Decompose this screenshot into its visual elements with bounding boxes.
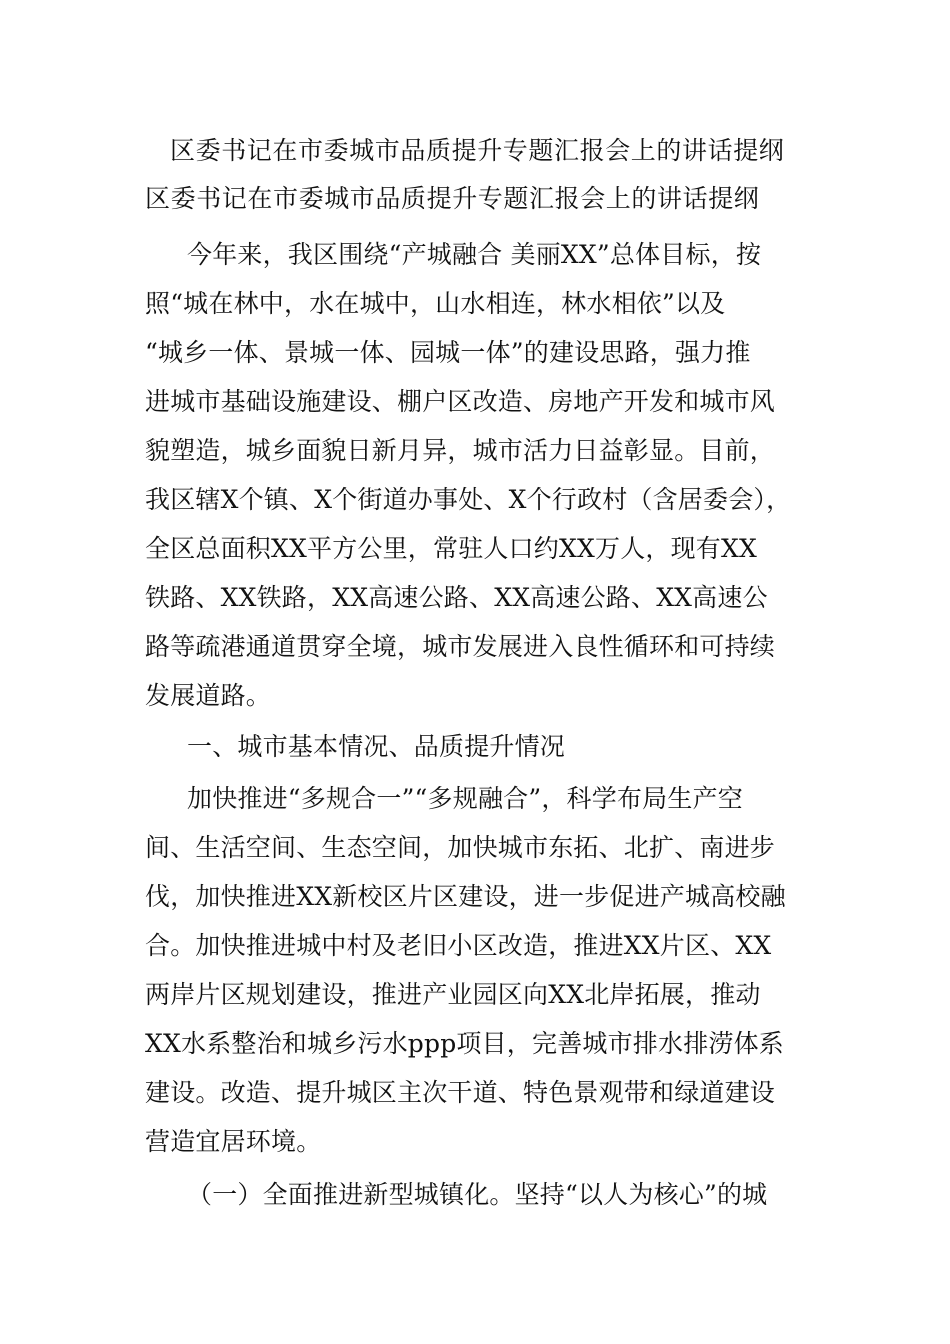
document-subtitle: 区委书记在市委城市品质提升专题汇报会上的讲话提纲 — [145, 184, 760, 213]
paragraph-2-line-4: 合。加快推进城中村及老旧小区改造，推进XX片区、XX — [145, 931, 772, 960]
paragraph-2-line-3: 伐，加快推进XX新校区片区建设，进一步促进产城高校融 — [145, 882, 786, 911]
paragraph-1-line-6: 我区辖X个镇、X个街道办事处、X个行政村（含居委会）， — [145, 485, 792, 514]
paragraph-1-line-2: 照“城在林中，水在城中，山水相连，林水相依”以及 — [145, 289, 726, 318]
paragraph-1-line-7: 全区总面积XX平方公里，常驻人口约XX万人，现有XX — [145, 534, 757, 563]
paragraph-2-line-1: 加快推进“多规合一”“多规融合”，科学布局生产空 — [187, 784, 743, 813]
paragraph-2-line-5: 两岸片区规划建设，推进产业园区向XX北岸拓展，推动 — [145, 980, 761, 1009]
paragraph-1-line-1: 今年来，我区围绕“产城融合 美丽XX”总体目标，按 — [187, 240, 762, 269]
paragraph-2-line-2: 间、生活空间、生态空间，加快城市东拓、北扩、南进步 — [145, 833, 776, 862]
paragraph-2-line-7: 建设。改造、提升城区主次干道、特色景观带和绿道建设 — [145, 1078, 776, 1107]
paragraph-1-line-8: 铁路、XX铁路，XX高速公路、XX高速公路、XX高速公 — [145, 583, 768, 612]
paragraph-3-line-1: （一）全面推进新型城镇化。坚持“以人为核心”的城 — [187, 1180, 768, 1209]
paragraph-1-line-5: 貌塑造，城乡面貌日新月异，城市活力日益彰显。目前， — [145, 436, 776, 465]
paragraph-1-line-4: 进城市基础设施建设、棚户区改造、房地产开发和城市风 — [145, 387, 776, 416]
paragraph-1-line-10: 发展道路。 — [145, 681, 272, 710]
document-title: 区委书记在市委城市品质提升专题汇报会上的讲话提纲 — [170, 136, 785, 165]
paragraph-1-line-3: “城乡一体、景城一体、园城一体”的建设思路，强力推 — [145, 338, 751, 367]
paragraph-2-line-6: XX水系整治和城乡污水ppp项目，完善城市排水排涝体系 — [145, 1029, 785, 1058]
paragraph-2-line-8: 营造宜居环境。 — [145, 1127, 322, 1156]
section-heading: 一、城市基本情况、品质提升情况 — [187, 732, 566, 761]
paragraph-1-line-9: 路等疏港通道贯穿全境，城市发展进入良性循环和可持续 — [145, 632, 776, 661]
